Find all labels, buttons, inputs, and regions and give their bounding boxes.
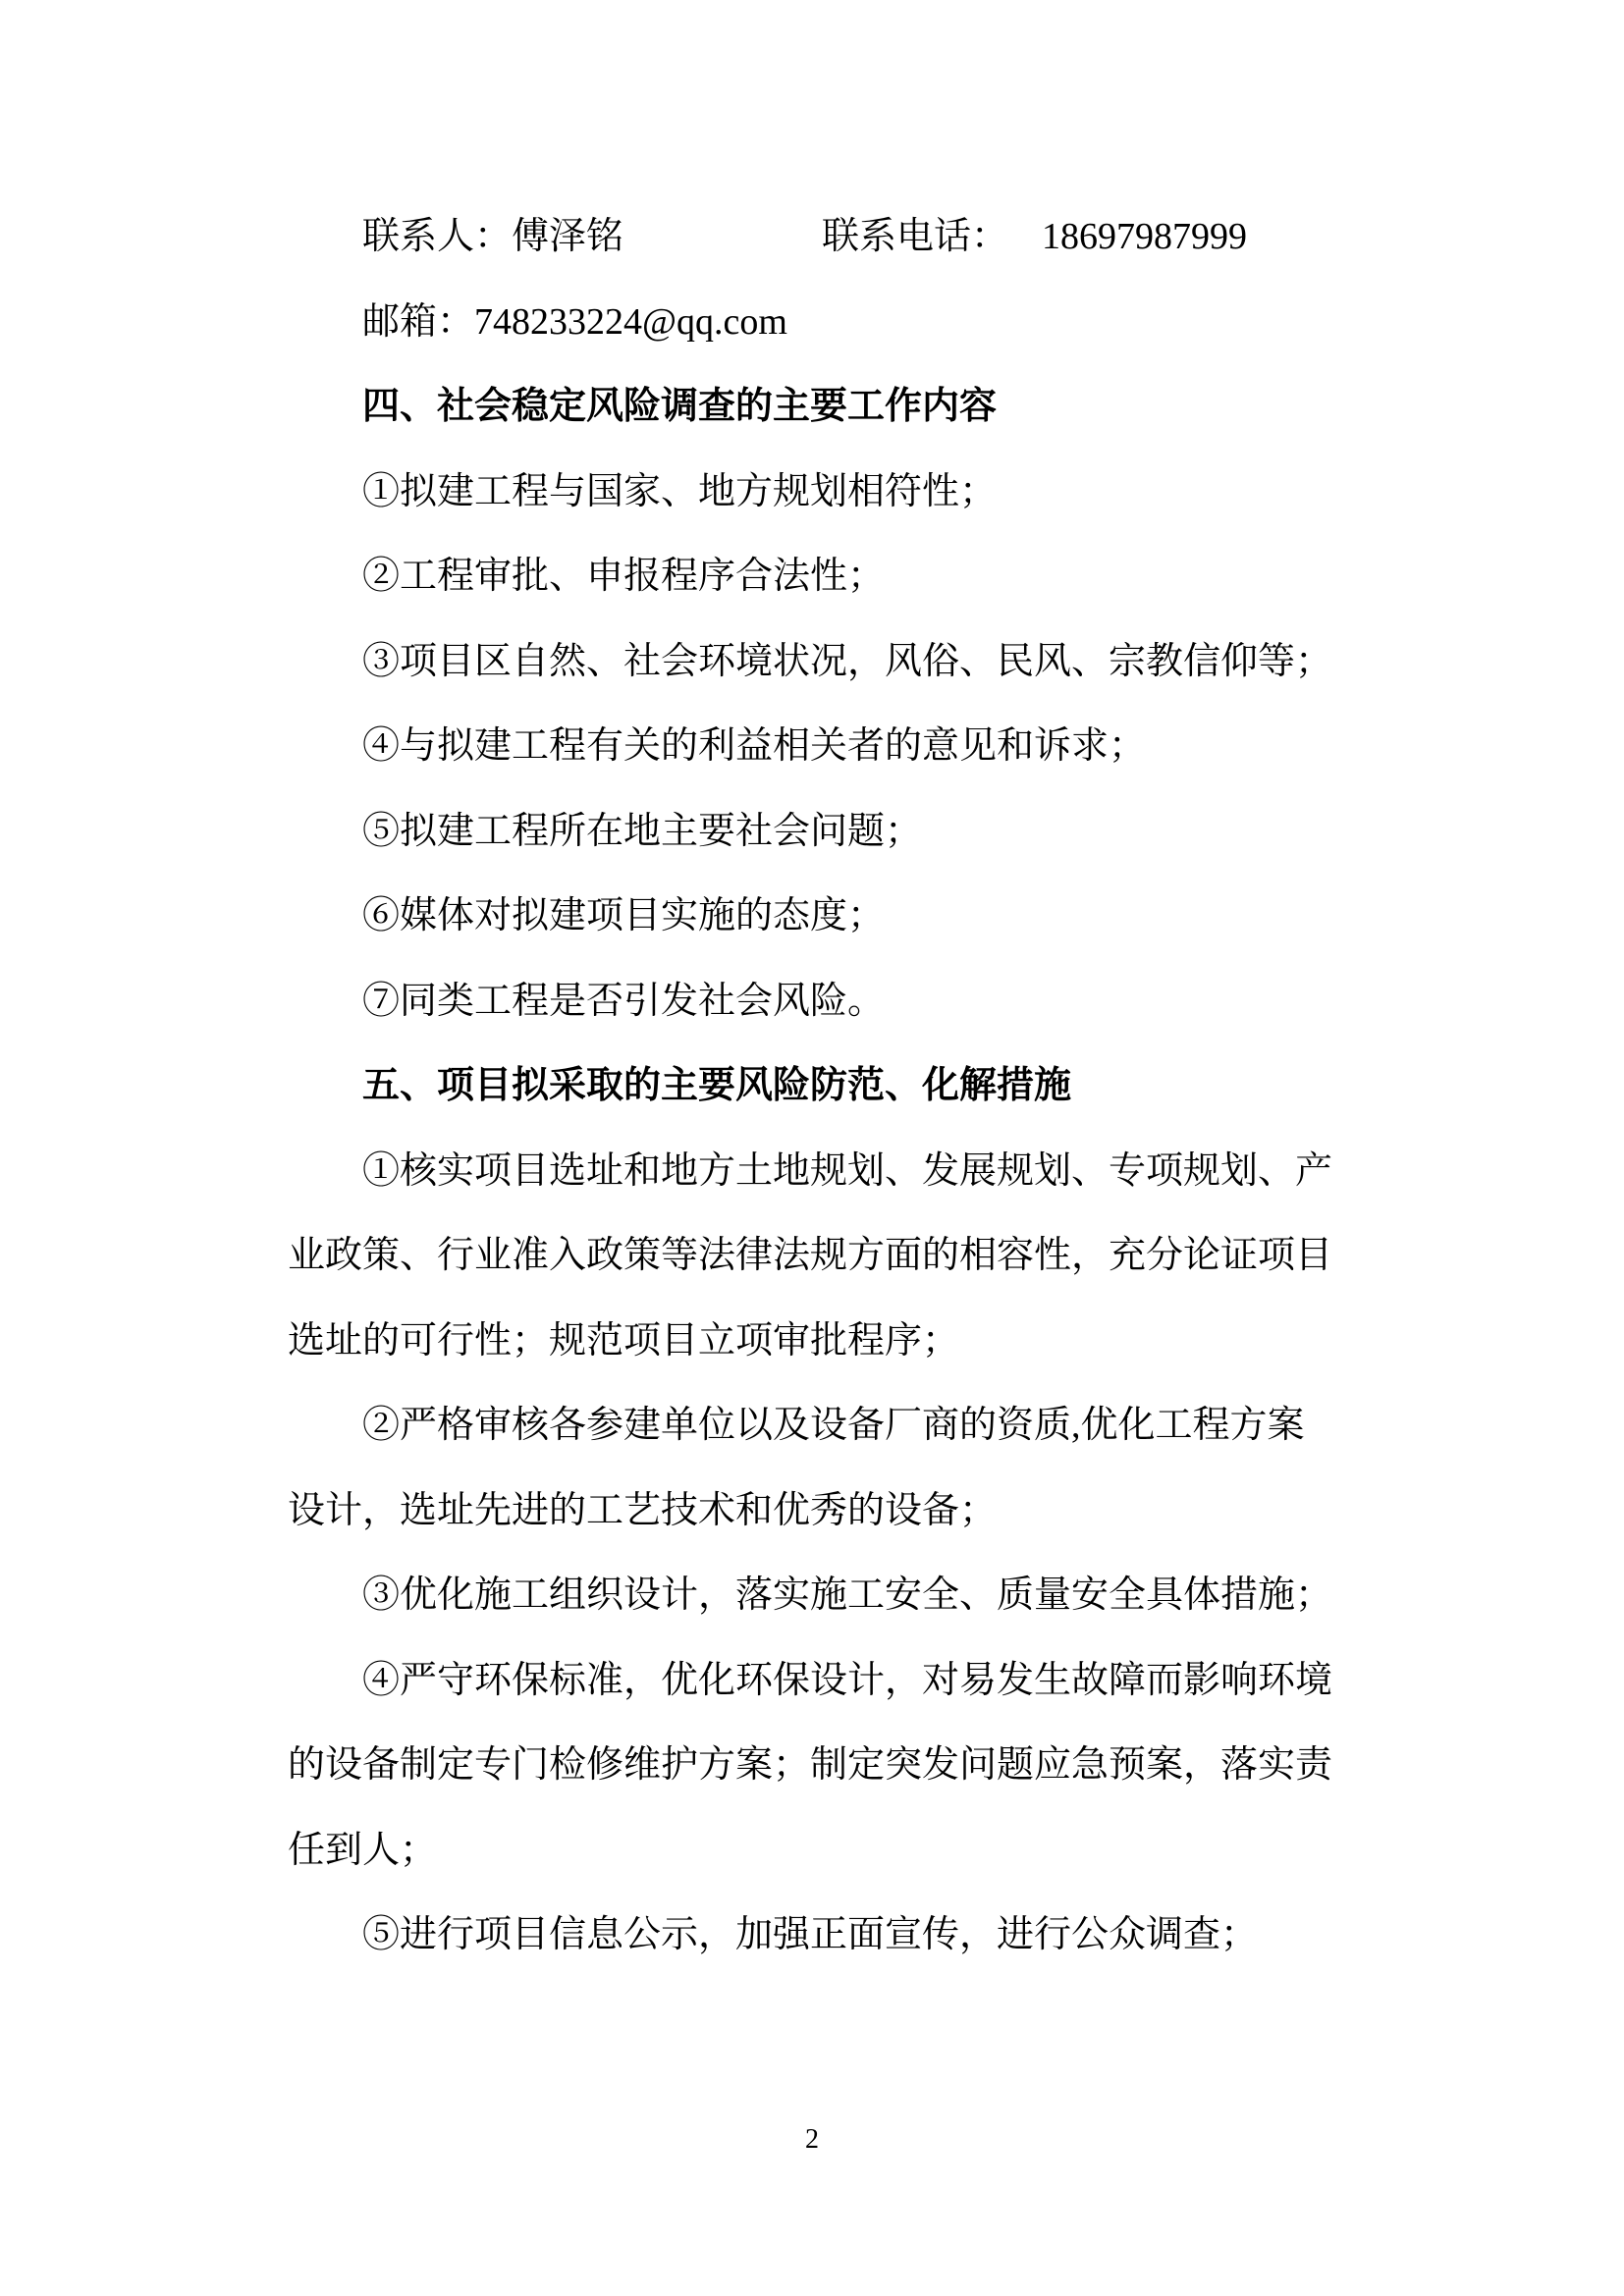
survey-item-2: ②工程审批、申报程序合法性； bbox=[362, 556, 886, 597]
survey-item-3: ③项目区自然、社会环境状况，风俗、民风、宗教信仰等； bbox=[362, 640, 1333, 682]
section-five-heading: 五、项目拟采取的主要风险防范、化解措施 bbox=[362, 1065, 1072, 1106]
document-body bbox=[288, 194, 1343, 1978]
survey-item-6: ⑥媒体对拟建项目实施的态度； bbox=[362, 895, 886, 936]
email-line: 邮箱：748233224@qq.com bbox=[362, 300, 787, 343]
survey-item-7: ⑦同类工程是否引发社会风险。 bbox=[362, 980, 886, 1022]
contact-phone-label: 联系电话： bbox=[822, 216, 1009, 257]
survey-item-4: ④与拟建工程有关的利益相关者的意见和诉求； bbox=[362, 725, 1147, 767]
measure-line: ④严守环保标准，优化环保设计，对易发生故障而影响环境 bbox=[362, 1659, 1333, 1701]
contact-phone-value: 18697987999 bbox=[1042, 216, 1248, 257]
measure-line: 任到人； bbox=[288, 1829, 438, 1871]
survey-item-1: ①拟建工程与国家、地方规划相符性； bbox=[362, 470, 998, 512]
contact-person: 联系人：傅泽铭 bbox=[362, 216, 624, 257]
contact-line bbox=[288, 194, 1343, 280]
section-four-heading: 四、社会稳定风险调查的主要工作内容 bbox=[362, 386, 998, 427]
measure-line: 设计，选址先进的工艺技术和优秀的设备； bbox=[288, 1489, 998, 1531]
measure-line: ③优化施工组织设计，落实施工安全、质量安全具体措施； bbox=[362, 1575, 1333, 1616]
measure-line: ①核实项目选址和地方土地规划、发展规划、专项规划、产 bbox=[362, 1149, 1333, 1192]
measure-line: ②严格审核各参建单位以及设备厂商的资质,优化工程方案 bbox=[362, 1405, 1305, 1446]
measure-line: 选址的可行性；规范项目立项审批程序； bbox=[288, 1319, 960, 1362]
survey-item-5: ⑤拟建工程所在地主要社会问题； bbox=[362, 810, 923, 852]
measure-line: 的设备制定专门检修维护方案；制定突发问题应急预案，落实责 bbox=[288, 1744, 1333, 1786]
measure-line: 业政策、行业准入政策等法律法规方面的相容性，充分论证项目 bbox=[288, 1235, 1333, 1276]
page-number: 2 bbox=[805, 2124, 819, 2155]
measure-line: ⑤进行项目信息公示，加强正面宣传，进行公众调查； bbox=[362, 1914, 1259, 1955]
